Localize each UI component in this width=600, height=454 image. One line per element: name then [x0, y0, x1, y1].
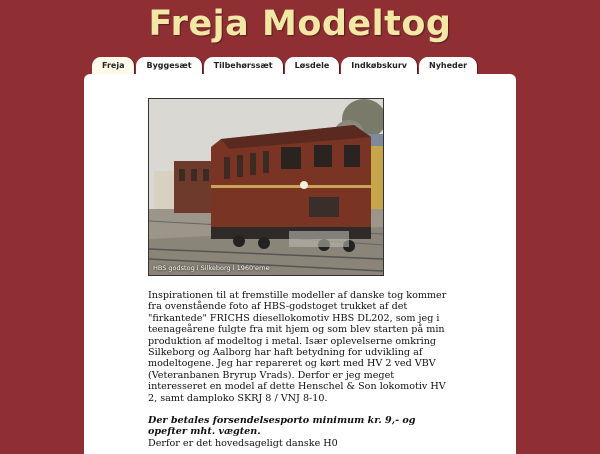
more-paragraph: Derfor er det hovedsageligt danske H0	[148, 437, 338, 449]
site-title: Freja Modeltog	[148, 4, 452, 44]
tab-indkoebskurv[interactable]: Indkøbskurv	[341, 57, 417, 74]
intro-paragraph: Inspirationen til at fremstille modeller af danske tog kommer fra ovenstående foto af HBS-godstoget trukket af det "firkantede" FRICHS diesellokomotiv HBS DL202, som jeg i teenageårene fulgte fra mit hjem og som blev starten på min produktion af modeltog i metal. Især oplevelserne omkring Silkeborg og Aalborg har haft betydning for udvikling af modeltogene. Jeg har repareret og kørt med HV 2 ved VBV (Veteranbanen Bryrup Vrads). Derfor er jeg meget interesseret en model af dette Henschel & Son lokomotiv HV 2, samt damploko SKRJ 8 / VNJ 8-10.	[148, 290, 447, 404]
tab-byggesaet[interactable]: Byggesæt	[136, 57, 201, 74]
tab-freja[interactable]: Freja	[92, 57, 134, 74]
tab-tilbehoerssaet[interactable]: Tilbehørssæt	[204, 57, 283, 74]
train-photo-image	[149, 99, 383, 275]
tab-loesdele[interactable]: Løsdele	[285, 57, 340, 74]
article-text	[148, 290, 454, 449]
photo-caption: HBS godstog i Silkeborg i 1960'erne	[153, 264, 270, 272]
train-photo	[148, 98, 384, 276]
nav-tabs	[92, 57, 477, 74]
shipping-note: Der betales forsendelsesporto minimum kr. 9,- og opefter mht. vægten.	[148, 415, 416, 438]
tab-nyheder[interactable]: Nyheder	[419, 57, 477, 74]
content-panel	[84, 74, 516, 454]
